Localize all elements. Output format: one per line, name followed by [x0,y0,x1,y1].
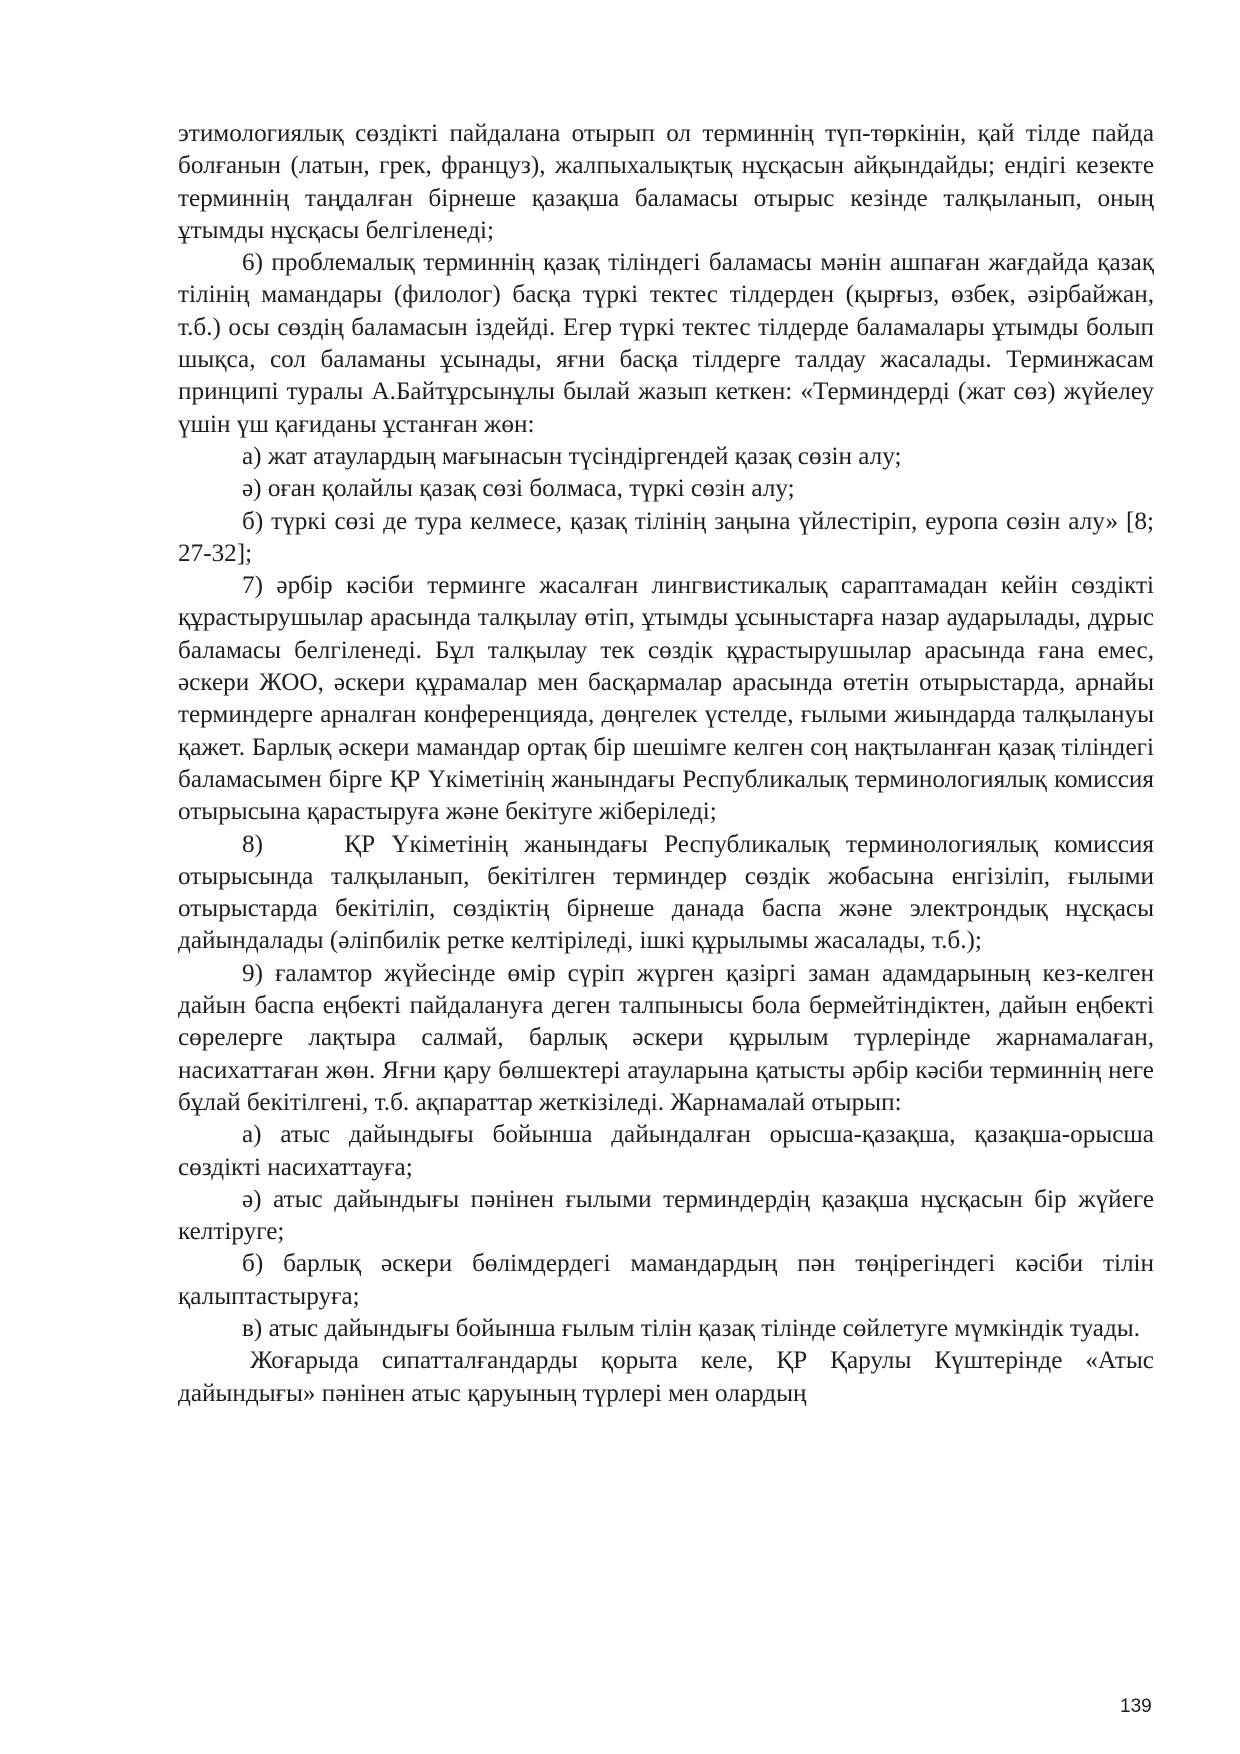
paragraph-promo-ae: ә) атыс дайындығы пәнінен ғылыми терминдердің қазақша нұсқасын бір жүйеге келтіруге; [178,1185,1154,1246]
page-number: 139 [1120,1696,1152,1717]
paragraph-item-7: 7) әрбір кәсіби терминге жасалған лингвистикалық сараптамадан кейін сөздікті құрастырушылар арасында талқылау өтіп, ұтымды ұсыныстарға назар аударылады, дұрыс баламасы белгіленеді. Бұл талқылау тек сөздік құрастырушылар арасында ғана емес, әскери ЖОО, әскери құрамалар мен басқармалар арасында өтетін отырыстарда, арнайы терминдерге арналған конференцияда, дөңгелек үстелде, ғылыми жиындарда талқылануы қажет. Барлық әскери мамандар ортақ бір шешімге келген соң нақтыланған қазақ тіліндегі баламасымен бірге ҚР Үкіметінің жанындағы Республикалық терминологиялық комиссия отырысына қарастыруға және бекітуге жіберіледі; [178,572,1154,826]
paragraph-promo-v: в) атыс дайындығы бойынша ғылым тілін қазақ тілінде сөйлетуге мүмкіндік туады. [242,1314,1141,1342]
paragraph-item-8: 8) ҚР Үкіметінің жанындағы Республикалық терминологиялық комиссия отырысында талқыланып, бекітілген терминдер сөздік жобасына енгізіліп, ғылыми отырыстарда бекітіліп, сөздіктің бірнеше данада баспа және электрондық нұсқасы дайындалады (әліпбилік ретке келтіріледі, ішкі құрылымы жасалады, т.б.); [178,830,1161,955]
document-page [178,118,1161,1410]
paragraph-subitem-b: б) түркі сөзі де тура келмесе, қазақ тілінің заңына үйлестіріп, еуропа сөзін алу» [8; 27-32]; [178,507,1154,567]
paragraph-etymology-continuation: этимологиялық сөздікті пайдалана отырып ол терминнің түп-төркінін, қай тілде пайда болғанын (латын, грек, француз), жалпыхалықтық нұсқасын айқындайды; ендігі кезекте терминнің таңдалған бірнеше қазақша баламасы отырыс кезінде талқыланып, оның ұтымды нұсқасы белгіленеді; [178,120,1154,244]
paragraph-subitem-ae: ә) оған қолайлы қазақ сөзі болмаса, түркі сөзін алу; [242,475,795,503]
paragraph-subitem-a: а) жат атаулардың мағынасын түсіндіргендей қазақ сөзін алу; [242,442,902,470]
paragraph-item-9: 9) ғаламтор жүйесінде өмір сүріп жүрген қазіргі заман адамдарының кез-келген дайын баспа еңбекті пайдалануға деген талпынысы бола бермейтіндіктен, дайын еңбекті сөрелерге лақтыра салмай, барлық әскери құрылым түрлерінде жарнамалаған, насихаттаған жөн. Яғни қару бөлшектері атауларына қатысты әрбір кәсіби терминнің неге бұлай бекітілгені, т.б. ақпараттар жеткізіледі. Жарнамалай отырып: [178,959,1154,1116]
paragraph-conclusion: Жоғарыда сипатталғандарды қорыта келе, ҚР Қарулы Күштерінде «Атыс дайындығы» пәнінен атыс қаруының түрлері мен олардың [178,1347,1154,1407]
paragraph-promo-a: а) атыс дайындығы бойынша дайындалған орысша-қазақша, қазақша-орысша сөздікті насихаттауға; [178,1121,1154,1181]
paragraph-item-6: 6) проблемалық терминнің қазақ тіліндегі баламасы мәнін ашпаған жағдайда қазақ тілінің мамандары (филолог) басқа түркі тектес тілдерден (қырғыз, өзбек, әзірбайжан, т.б.) осы сөздің баламасын іздейді. Егер түркі тектес тілдерде баламалары ұтымды болып шықса, сол баламаны ұсынады, яғни басқа тілдерге талдау жасалады. Терминжасам принципі туралы А.Байтұрсынұлы былай жазып кеткен: «Терминдерді (жат сөз) жүйелеу үшін үш қағиданы ұстанған жөн: [178,249,1154,438]
paragraph-promo-b: б) барлық әскери бөлімдердегі мамандардың пән төңірегіндегі кәсіби тілін қалыптастыруға; [178,1250,1154,1310]
